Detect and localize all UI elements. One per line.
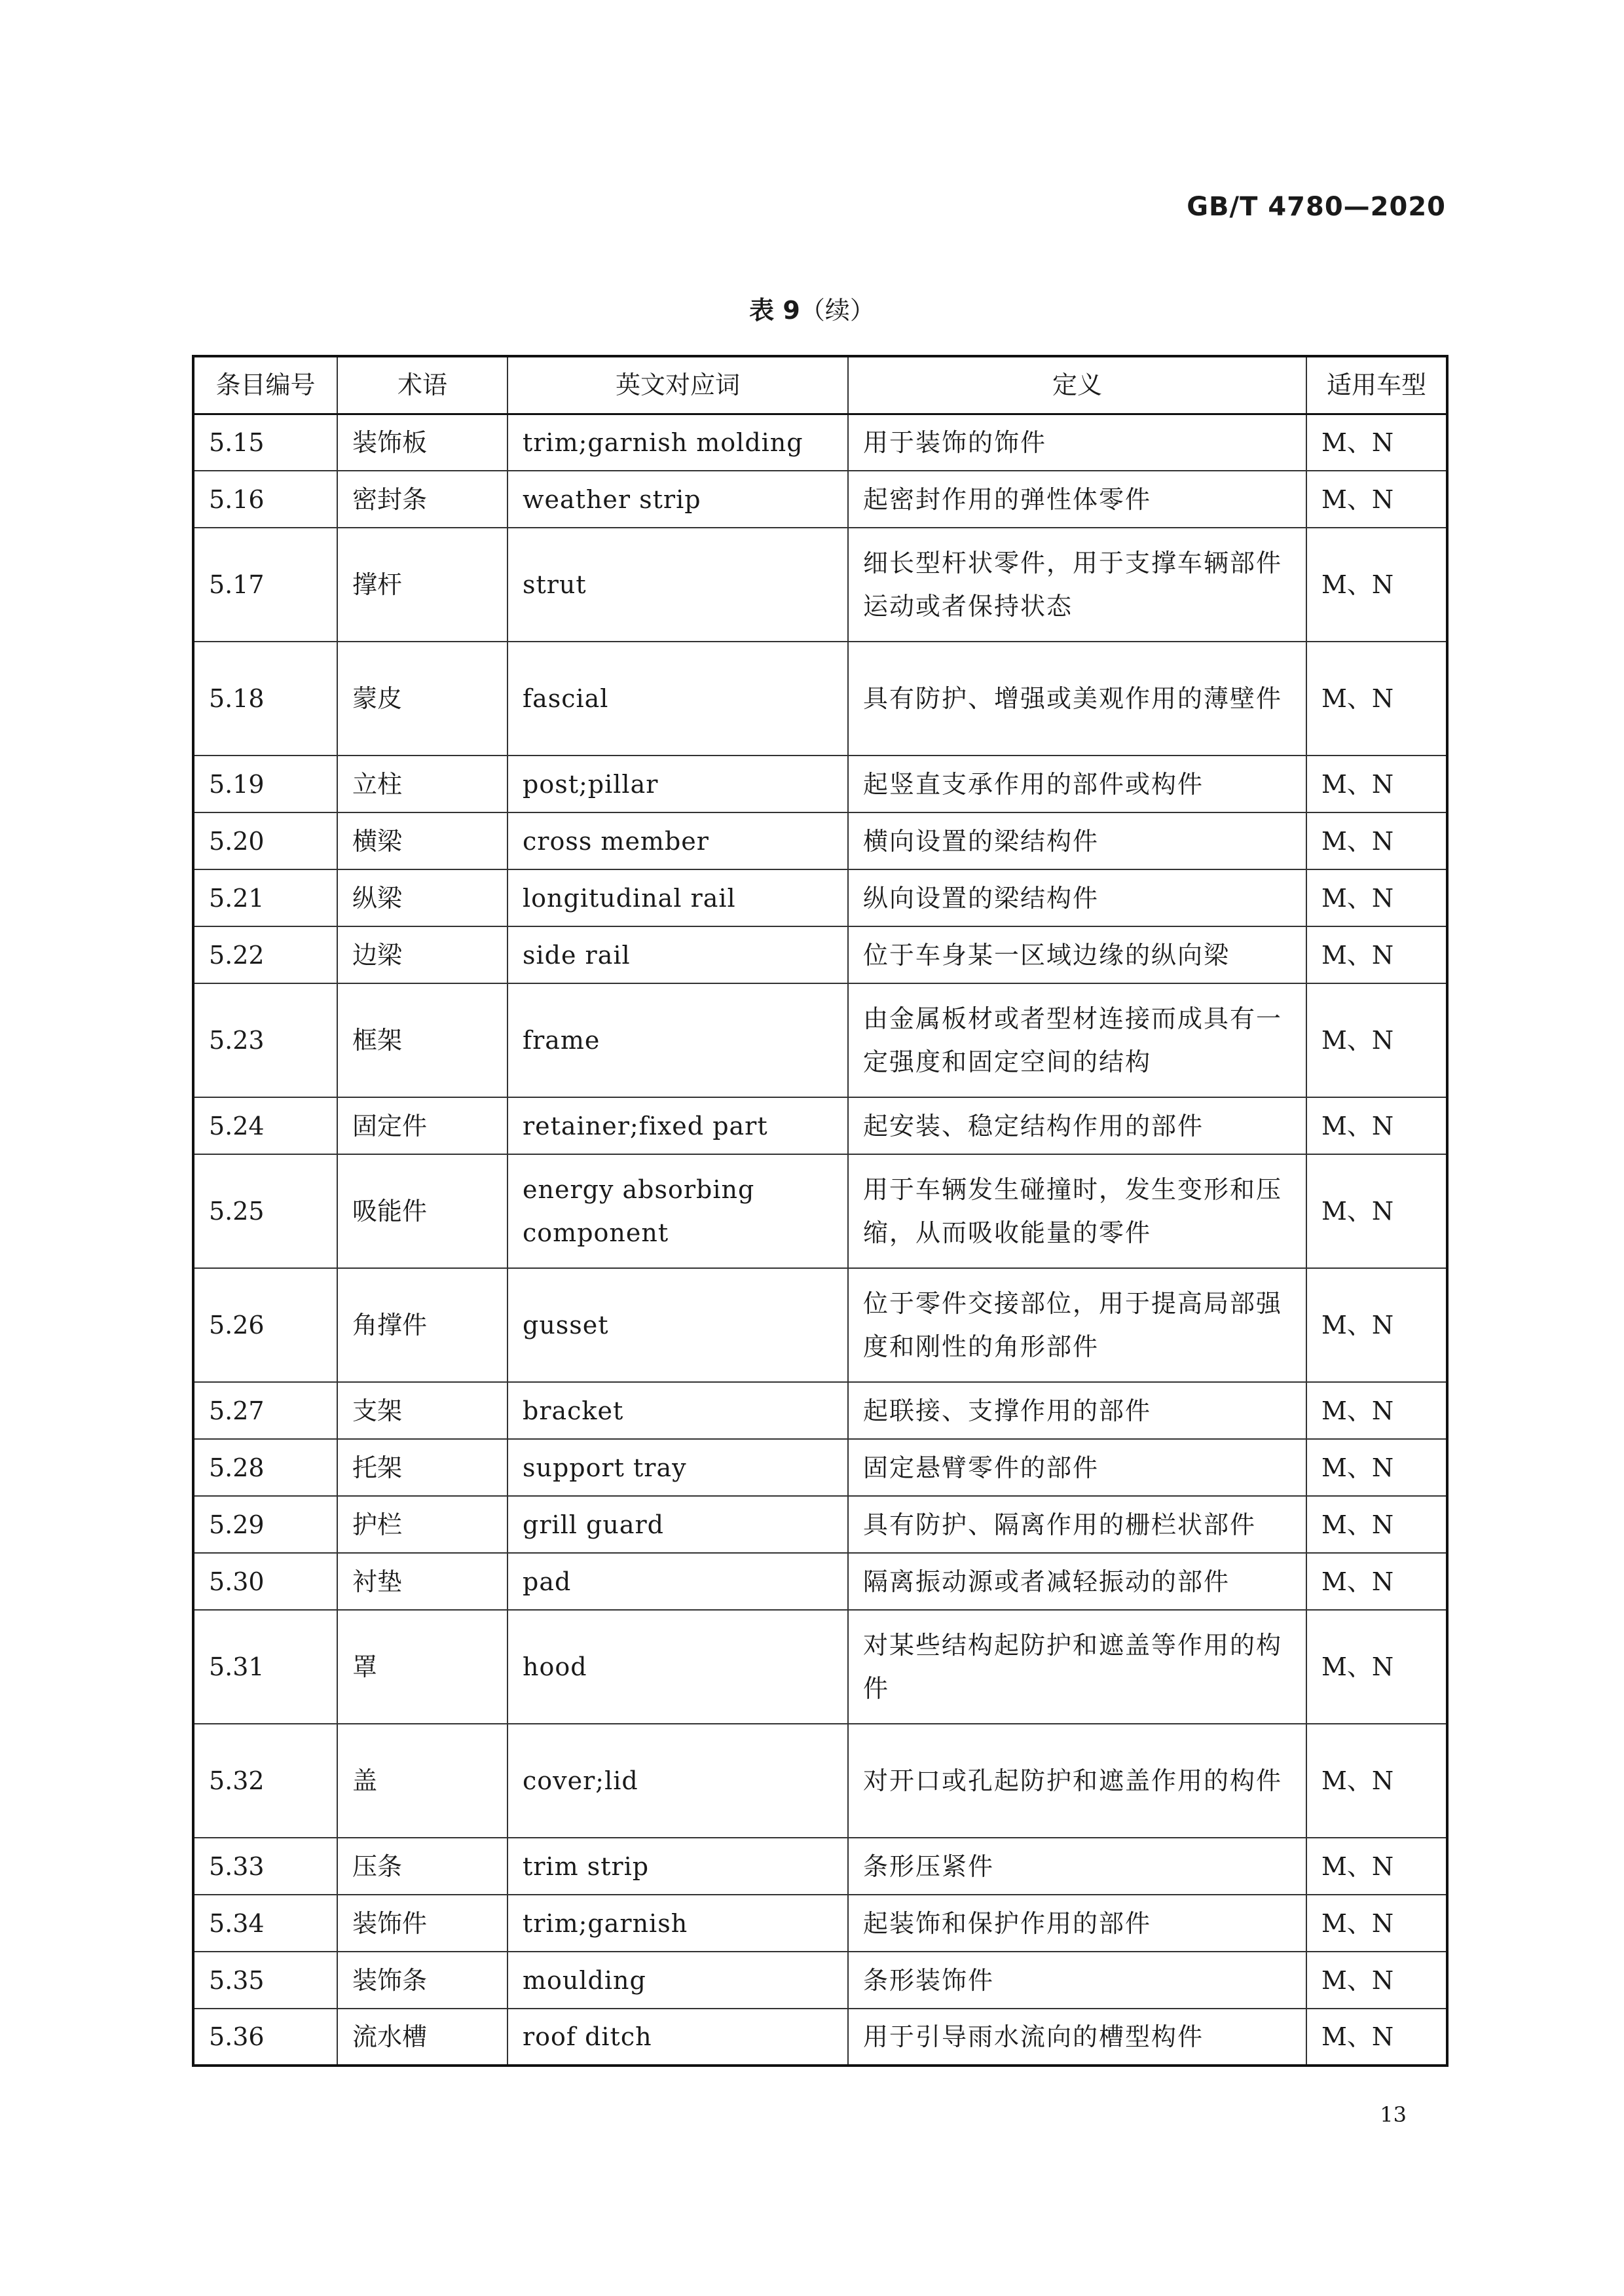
table-row [193,471,1447,528]
cell-code: 5.17 [193,528,337,642]
header-code: 条目编号 [193,356,337,414]
cell-english: energy absorbing component [507,1154,848,1268]
terms-table [192,355,1449,2067]
cell-term: 装饰条 [337,1952,507,2009]
table-row [193,1439,1447,1496]
cell-code: 5.23 [193,983,337,1097]
cell-vehicle: M、N [1306,926,1447,983]
cell-definition: 位于零件交接部位，用于提高局部强度和刚性的角形部件 [848,1268,1306,1382]
cell-code: 5.16 [193,471,337,528]
cell-term: 蒙皮 [337,642,507,756]
page-number: 13 [1380,2102,1407,2127]
cell-term: 固定件 [337,1097,507,1154]
table-row [193,528,1447,642]
cell-definition: 条形装饰件 [848,1952,1306,2009]
cell-code: 5.22 [193,926,337,983]
cell-vehicle: M、N [1306,1382,1447,1439]
table-caption [0,290,1624,326]
cell-english: bracket [507,1382,848,1439]
cell-code: 5.32 [193,1724,337,1838]
cell-term: 横梁 [337,812,507,869]
cell-code: 5.26 [193,1268,337,1382]
cell-english: longitudinal rail [507,869,848,926]
cell-vehicle: M、N [1306,2009,1447,2066]
cell-vehicle: M、N [1306,1610,1447,1724]
table-row [193,1268,1447,1382]
table-row [193,1154,1447,1268]
table-caption-title: 表 9 [749,296,800,325]
table-row [193,2009,1447,2066]
table-header-row [193,356,1447,414]
cell-definition: 具有防护、增强或美观作用的薄壁件 [848,642,1306,756]
cell-vehicle: M、N [1306,983,1447,1097]
cell-code: 5.24 [193,1097,337,1154]
cell-code: 5.29 [193,1496,337,1553]
table-row [193,414,1447,471]
cell-definition: 具有防护、隔离作用的栅栏状部件 [848,1496,1306,1553]
cell-code: 5.31 [193,1610,337,1724]
cell-definition: 固定悬臂零件的部件 [848,1439,1306,1496]
cell-definition: 起联接、支撑作用的部件 [848,1382,1306,1439]
document-code: GB/T 4780—2020 [1187,192,1446,222]
cell-vehicle: M、N [1306,1439,1447,1496]
table-row [193,1952,1447,2009]
cell-term: 密封条 [337,471,507,528]
cell-vehicle: M、N [1306,756,1447,812]
cell-term: 压条 [337,1838,507,1895]
cell-term: 角撑件 [337,1268,507,1382]
cell-vehicle: M、N [1306,1154,1447,1268]
cell-definition: 位于车身某一区域边缘的纵向梁 [848,926,1306,983]
cell-vehicle: M、N [1306,869,1447,926]
table-row [193,642,1447,756]
cell-code: 5.25 [193,1154,337,1268]
cell-vehicle: M、N [1306,1952,1447,2009]
cell-term: 立柱 [337,756,507,812]
cell-vehicle: M、N [1306,1724,1447,1838]
table-caption-suffix: （续） [800,296,875,325]
header-definition: 定义 [848,356,1306,414]
cell-english: cover;lid [507,1724,848,1838]
cell-definition: 用于引导雨水流向的槽型构件 [848,2009,1306,2066]
cell-english: frame [507,983,848,1097]
table-row [193,1724,1447,1838]
cell-code: 5.21 [193,869,337,926]
cell-definition: 纵向设置的梁结构件 [848,869,1306,926]
cell-code: 5.19 [193,756,337,812]
cell-code: 5.28 [193,1439,337,1496]
cell-term: 纵梁 [337,869,507,926]
cell-definition: 由金属板材或者型材连接而成具有一定强度和固定空间的结构 [848,983,1306,1097]
table-row [193,869,1447,926]
cell-term: 撑杆 [337,528,507,642]
table-row [193,812,1447,869]
cell-english: side rail [507,926,848,983]
table-row [193,1097,1447,1154]
cell-term: 装饰件 [337,1895,507,1952]
cell-english: trim;garnish [507,1895,848,1952]
header-term: 术语 [337,356,507,414]
cell-code: 5.15 [193,414,337,471]
cell-term: 支架 [337,1382,507,1439]
cell-definition: 横向设置的梁结构件 [848,812,1306,869]
cell-english: post;pillar [507,756,848,812]
cell-definition: 用于车辆发生碰撞时，发生变形和压缩，从而吸收能量的零件 [848,1154,1306,1268]
cell-vehicle: M、N [1306,414,1447,471]
cell-english: grill guard [507,1496,848,1553]
cell-vehicle: M、N [1306,1268,1447,1382]
cell-vehicle: M、N [1306,1838,1447,1895]
cell-vehicle: M、N [1306,1097,1447,1154]
cell-vehicle: M、N [1306,1553,1447,1610]
table-row [193,1553,1447,1610]
cell-term: 边梁 [337,926,507,983]
cell-english: trim;garnish molding [507,414,848,471]
cell-term: 流水槽 [337,2009,507,2066]
cell-term: 罩 [337,1610,507,1724]
cell-english: hood [507,1610,848,1724]
table-row [193,1496,1447,1553]
table-row [193,983,1447,1097]
cell-definition: 起密封作用的弹性体零件 [848,471,1306,528]
cell-english: retainer;fixed part [507,1097,848,1154]
table-body [193,414,1447,2066]
cell-vehicle: M、N [1306,812,1447,869]
cell-english: gusset [507,1268,848,1382]
cell-definition: 用于装饰的饰件 [848,414,1306,471]
table-row [193,1838,1447,1895]
cell-english: roof ditch [507,2009,848,2066]
cell-definition: 隔离振动源或者减轻振动的部件 [848,1553,1306,1610]
table-row [193,756,1447,812]
cell-definition: 起竖直支承作用的部件或构件 [848,756,1306,812]
cell-english: support tray [507,1439,848,1496]
cell-definition: 起装饰和保护作用的部件 [848,1895,1306,1952]
cell-english: moulding [507,1952,848,2009]
table-row [193,1610,1447,1724]
cell-definition: 条形压紧件 [848,1838,1306,1895]
cell-english: pad [507,1553,848,1610]
cell-code: 5.30 [193,1553,337,1610]
cell-vehicle: M、N [1306,1496,1447,1553]
table-row [193,1382,1447,1439]
cell-definition: 对某些结构起防护和遮盖等作用的构件 [848,1610,1306,1724]
cell-definition: 对开口或孔起防护和遮盖作用的构件 [848,1724,1306,1838]
cell-code: 5.35 [193,1952,337,2009]
cell-term: 护栏 [337,1496,507,1553]
cell-vehicle: M、N [1306,528,1447,642]
cell-term: 吸能件 [337,1154,507,1268]
cell-term: 托架 [337,1439,507,1496]
cell-vehicle: M、N [1306,1895,1447,1952]
cell-english: trim strip [507,1838,848,1895]
cell-definition: 起安装、稳定结构作用的部件 [848,1097,1306,1154]
header-english: 英文对应词 [507,356,848,414]
cell-english: weather strip [507,471,848,528]
cell-term: 装饰板 [337,414,507,471]
cell-term: 衬垫 [337,1553,507,1610]
table-row [193,1895,1447,1952]
cell-code: 5.36 [193,2009,337,2066]
cell-english: fascial [507,642,848,756]
table-row [193,926,1447,983]
cell-vehicle: M、N [1306,642,1447,756]
cell-term: 盖 [337,1724,507,1838]
cell-code: 5.34 [193,1895,337,1952]
cell-term: 框架 [337,983,507,1097]
cell-code: 5.27 [193,1382,337,1439]
cell-code: 5.33 [193,1838,337,1895]
cell-code: 5.20 [193,812,337,869]
cell-vehicle: M、N [1306,471,1447,528]
header-vehicle: 适用车型 [1306,356,1447,414]
cell-definition: 细长型杆状零件，用于支撑车辆部件运动或者保持状态 [848,528,1306,642]
cell-english: cross member [507,812,848,869]
cell-english: strut [507,528,848,642]
cell-code: 5.18 [193,642,337,756]
